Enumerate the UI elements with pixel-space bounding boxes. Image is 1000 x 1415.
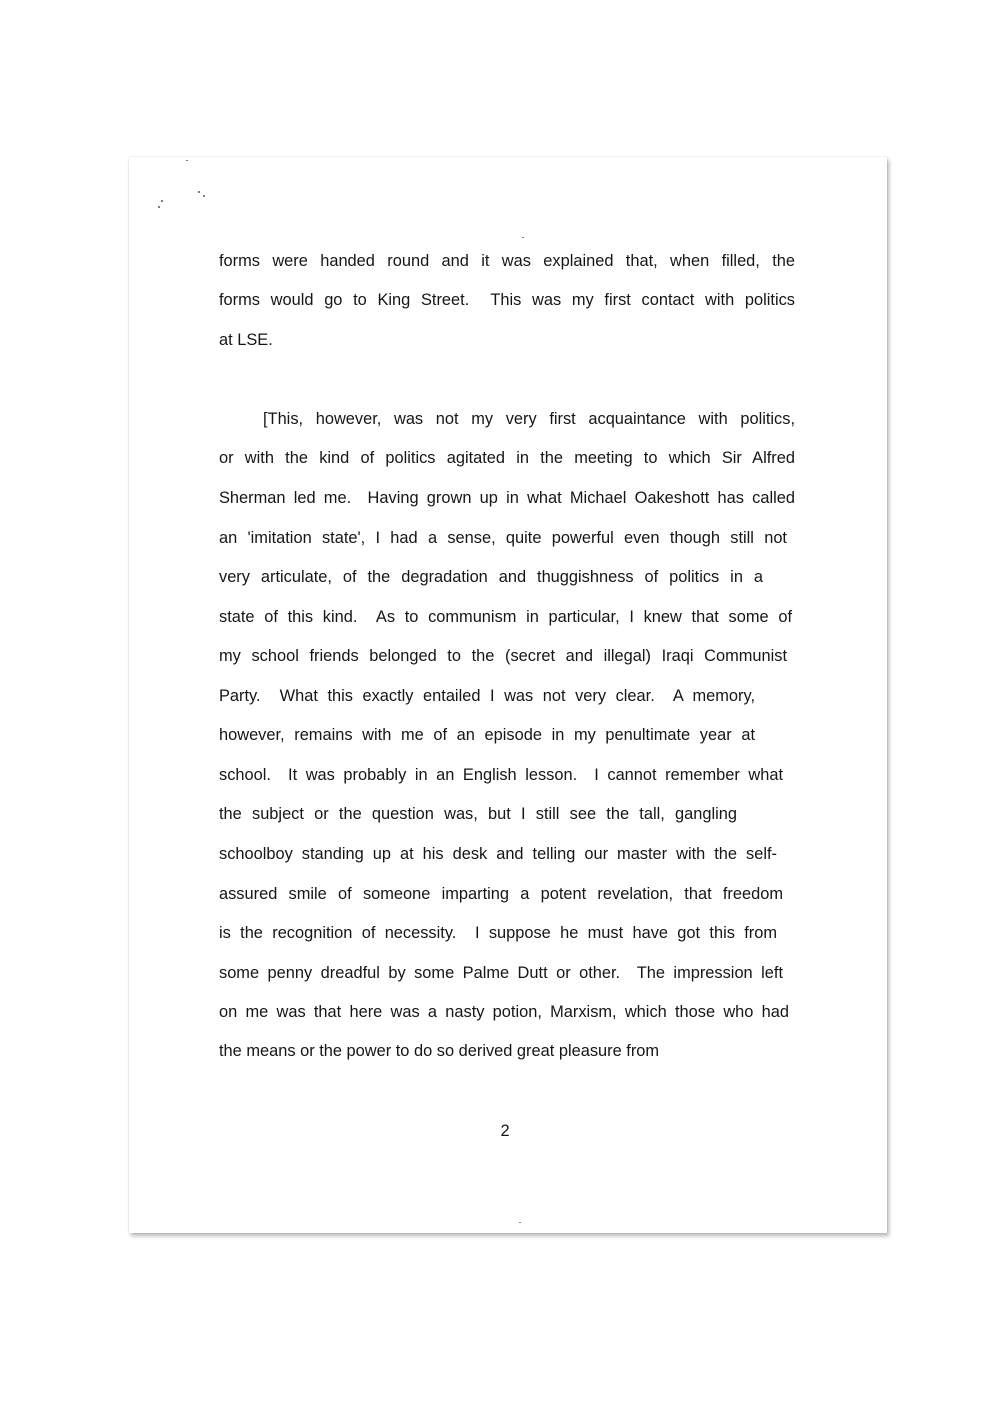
text-line: forms would go to King Street. This was my first contact with politics [219,291,795,309]
text-line: forms were handed round and it was explained that, when filled, the [219,252,795,270]
scan-speck [158,206,160,208]
text-line: some penny dreadful by some Palme Dutt or other. The impression left [219,964,783,982]
scan-speck [203,195,205,197]
scan-speck [198,191,200,193]
text-line: however, remains with me of an episode in my penultimate year at [219,726,755,744]
text-line: on me was that here was a nasty potion, Marxism, which those who had [219,1003,789,1021]
text-line: or with the kind of politics agitated in the meeting to which Sir Alfred [219,449,795,467]
text-line: assured smile of someone imparting a potent revelation, that freedom [219,885,783,903]
text-line: Party. What this exactly entailed I was not very clear. A memory, [219,687,755,705]
text-line: school. It was probably in an English lesson. I cannot remember what [219,766,783,784]
text-line: [This, however, was not my very first acquaintance with politics, [263,410,795,428]
text-line: my school friends belonged to the (secret and illegal) Iraqi Communist [219,647,787,665]
text-line: the means or the power to do so derived great pleasure from [219,1042,660,1060]
scan-speck [519,1222,521,1223]
text-line: Sherman led me. Having grown up in what Michael Oakeshott has called [219,489,795,507]
scan-speck [161,200,163,202]
text-line: an 'imitation state', I had a sense, quite powerful even though still not [219,529,787,547]
text-line: schoolboy standing up at his desk and telling our master with the self- [219,845,777,863]
text-line: is the recognition of necessity. I suppose he must have got this from [219,924,777,942]
text-line: very articulate, of the degradation and thuggishness of politics in a [219,568,763,586]
page-number: 2 [500,1122,510,1140]
scan-speck [522,237,524,238]
text-line: at LSE. [219,331,273,349]
scan-speck [186,160,188,161]
text-line: the subject or the question was, but I still see the tall, gangling [219,805,737,823]
text-line: state of this kind. As to communism in particular, I knew that some of [219,608,792,626]
